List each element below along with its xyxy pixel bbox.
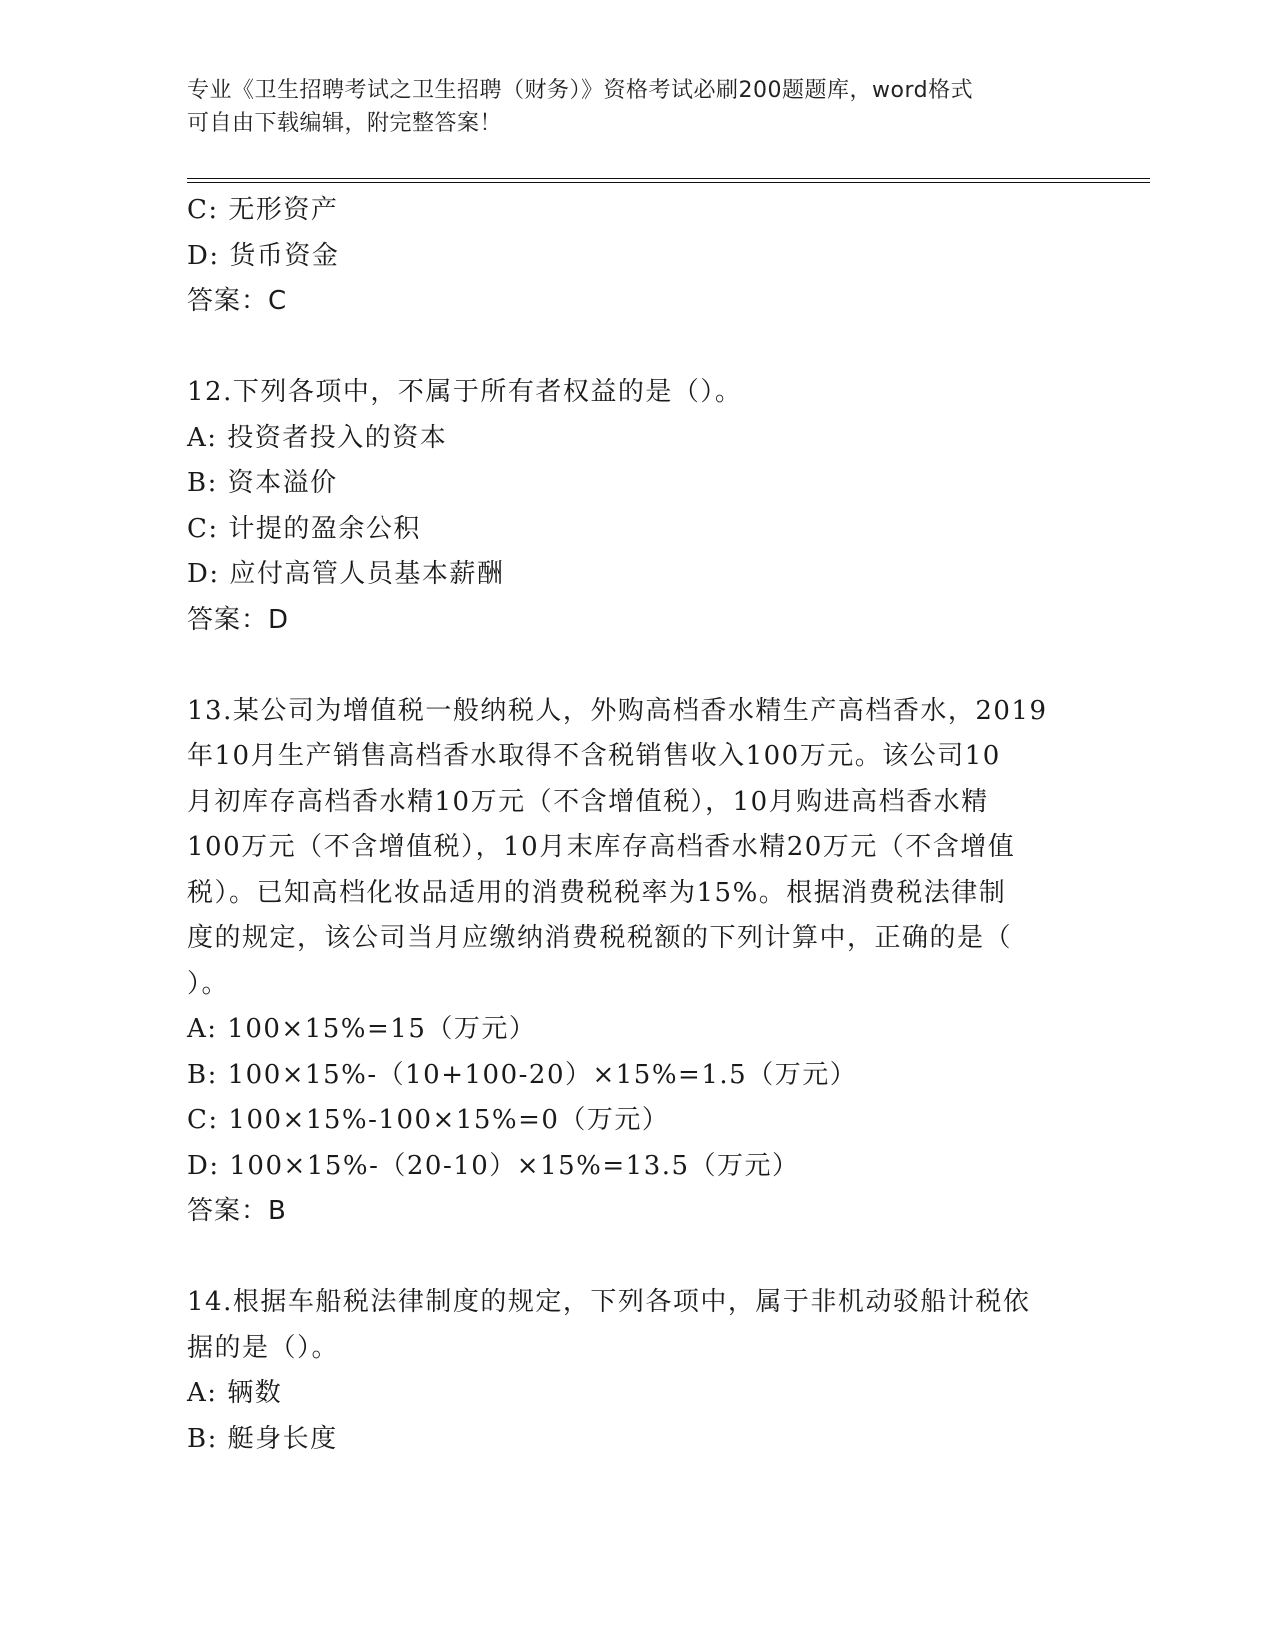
option-d: D: 应付高管人员基本薪酬	[187, 559, 505, 589]
document-body	[187, 188, 1087, 1462]
document-header	[187, 74, 1087, 140]
question-stem-line: 100万元（不含增值税），10月末库存高档香水精20万元（不含增值	[187, 832, 1016, 862]
question-12	[187, 370, 1087, 643]
option-b: B: 资本溢价	[187, 468, 338, 498]
question-stem-line: 据的是（）。	[187, 1332, 340, 1363]
option-d: D: 货币资金	[187, 240, 340, 271]
answer-line: 答案：C	[187, 286, 288, 316]
option-c: C: 无形资产	[187, 195, 339, 225]
spacer	[187, 1235, 1087, 1281]
option-a: A: 辆数	[187, 1378, 283, 1408]
question-stem-line: 月初库存高档香水精10万元（不含增值税），10月购进高档香水精	[187, 786, 989, 817]
spacer	[187, 325, 1087, 371]
option-b: B: 100×15%-（10+100-20）×15%=1.5（万元）	[187, 1059, 858, 1090]
option-c: C: 100×15%-100×15%=0（万元）	[187, 1105, 670, 1135]
question-14	[187, 1280, 1087, 1462]
previous-question-tail	[187, 188, 1087, 325]
question-stem-line: 度的规定，该公司当月应缴纳消费税税额的下列计算中，正确的是（	[187, 923, 1013, 953]
question-stem-line: 年10月生产销售高档香水取得不含税销售收入100万元。该公司10	[187, 741, 1001, 771]
option-b: B: 艇身长度	[187, 1423, 338, 1454]
question-13	[187, 689, 1087, 1235]
header-rule-bottom	[187, 182, 1150, 183]
question-stem-line: 税）。已知高档化妆品适用的消费税税率为15%。根据消费税法律制	[187, 877, 1007, 908]
header-line-1: 专业《卫生招聘考试之卫生招聘（财务）》资格考试必刷200题题库，word格式	[187, 78, 974, 103]
option-d: D: 100×15%-（20-10）×15%=13.5（万元）	[187, 1150, 800, 1181]
answer-line: 答案：D	[187, 604, 290, 635]
question-stem-line: 13.某公司为增值税一般纳税人，外购高档香水精生产高档香水，2019	[187, 695, 1048, 726]
answer-line: 答案：B	[187, 1196, 287, 1226]
question-stem-line: 12.下列各项中，不属于所有者权益的是（）。	[187, 377, 743, 407]
header-line-2: 可自由下载编辑，附完整答案！	[187, 111, 503, 136]
spacer	[187, 643, 1087, 689]
question-stem-line: 14.根据车船税法律制度的规定，下列各项中，属于非机动驳船计税依	[187, 1287, 1031, 1317]
option-a: A: 100×15%=15（万元）	[187, 1014, 537, 1044]
question-stem-line: ）。	[187, 968, 230, 999]
option-a: A: 投资者投入的资本	[187, 422, 448, 453]
option-c: C: 计提的盈余公积	[187, 513, 421, 544]
header-rule-top	[187, 178, 1150, 179]
